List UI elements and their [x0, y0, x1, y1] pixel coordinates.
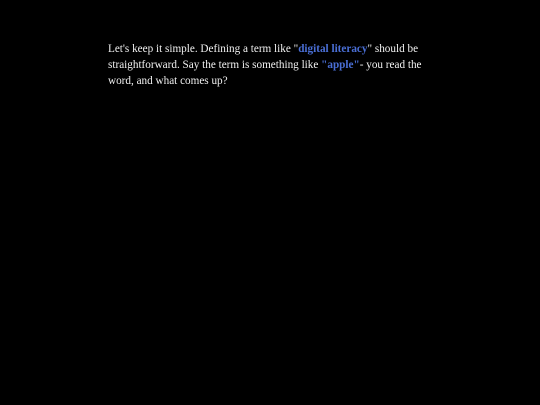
body-paragraph	[108, 41, 438, 90]
text-part-1: Let's keep it simple. Defining a term like "	[108, 43, 299, 55]
text-part-3: - you read the word, and what comes up?	[108, 59, 422, 88]
highlighted-term-digital-literacy: digital literacy	[298, 43, 368, 55]
highlighted-term-apple: "apple"	[321, 59, 360, 72]
text-part-2: " should be straightforward. Say the term is something like	[108, 43, 419, 72]
